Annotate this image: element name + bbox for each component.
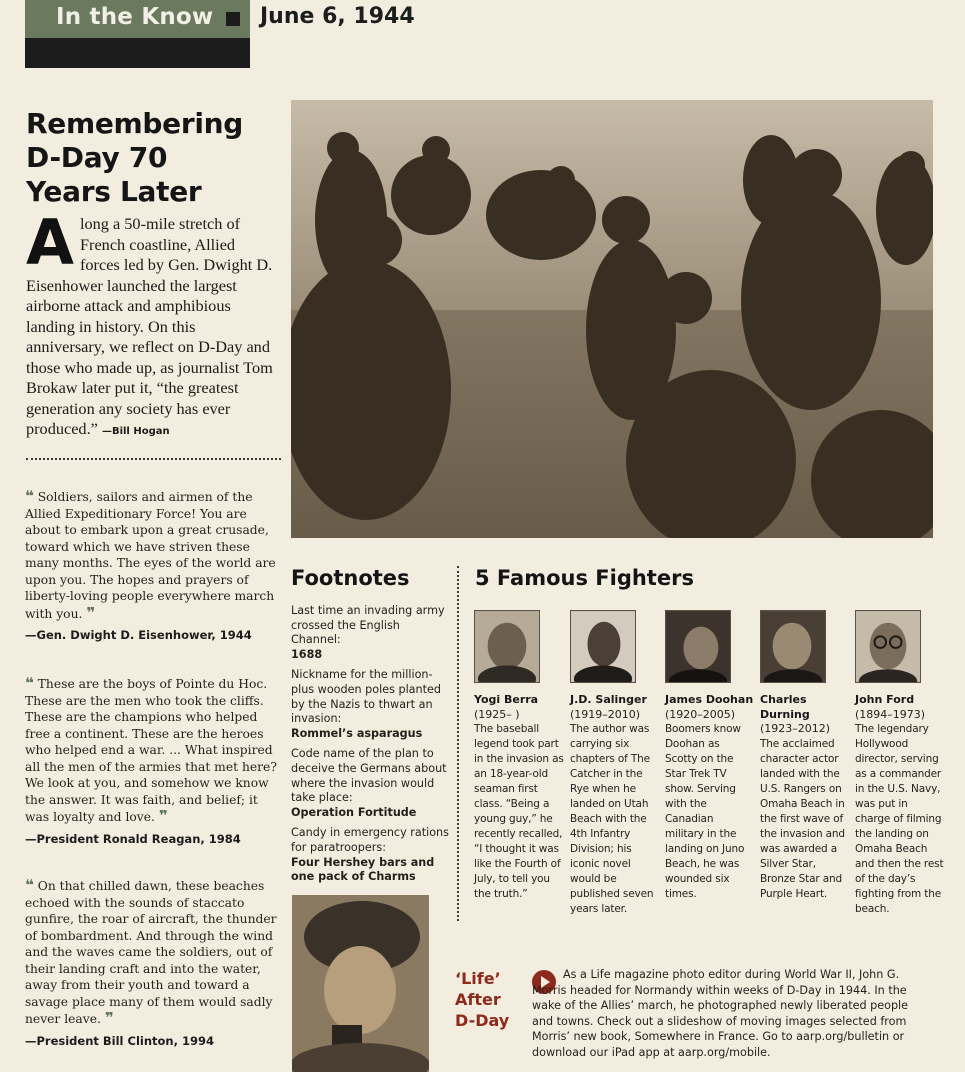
portrait-photo [665, 610, 731, 683]
fighters-grid [474, 610, 944, 930]
fighter-years: (1919–2010) [570, 707, 641, 721]
quote-text: On that chilled dawn, these beaches echoed with the sounds of staccato gunfire, the roar of aircraft, the thunder of bombardment. And through the wind and the waves came the soldiers, out of their landing craft and into the water, away from their youth and toward a savage place many of them would sadly never leave. [25, 879, 277, 1026]
byline: —Bill Hogan [101, 426, 170, 437]
section-kicker: In the Know [56, 4, 214, 30]
footnote-item [291, 747, 451, 820]
fighter-card [760, 610, 850, 902]
life-after-title [455, 968, 525, 1031]
footnote-question: Code name of the plan to deceive the Germans about where the invasion would take place: [291, 747, 447, 805]
fighter-name: Yogi Berra [474, 693, 539, 706]
open-quote-icon: ❝ [25, 487, 34, 505]
life-after-body: As a Life magazine photo editor during World War II, John G. Morris headed for Normandy within weeks of D-Day in 1944. In the wake of the Allies’ march, he photographed newly liberated people and towns. Check out a slideshow of moving images selected from Morris’ new book, Somewhere in France. Go to aarp.org/bulletin or download our iPad app at aarp.org/mobile. [532, 968, 909, 1059]
footnote-answer: Rommel’s asparagus [291, 726, 423, 740]
dday-landing-photo [291, 100, 933, 538]
soldier-portrait-photo [292, 895, 429, 1072]
fighter-years: (1925– ) [474, 707, 520, 721]
drop-cap: A [26, 206, 74, 279]
fighter-years: (1894–1973) [855, 707, 926, 721]
life-title-line: ‘Life’ [455, 969, 501, 988]
footnote-answer: Four Hershey bars and one pack of Charms [291, 855, 435, 884]
quote-attribution: —President Ronald Reagan, 1984 [25, 831, 241, 846]
portrait-photo [570, 610, 636, 683]
close-quote-icon: ❞ [158, 807, 168, 825]
quote-text: Soldiers, sailors and airmen of the Allied Expeditionary Force! You are about to embark upon a great crusade, toward which we have striven these many months. The eyes of the world are upon you. The hopes and prayers of liberty-loving people everywhere march with you. [25, 490, 276, 621]
fighter-name: J.D. Salinger [570, 693, 647, 706]
close-quote-icon: ❞ [104, 1009, 114, 1027]
open-quote-icon: ❝ [25, 674, 34, 692]
fighter-name: Charles Durning [760, 693, 810, 721]
quote-attribution: —President Bill Clinton, 1994 [25, 1033, 214, 1048]
headline-line: D-Day 70 [26, 141, 168, 174]
fighter-description: The legendary Hollywood director, serving as a commander in the U.S. Navy, was put in charge of filming the landing on Omaha Beach and then the rest of the day’s fighting from the beach. [855, 723, 944, 915]
headline-line: Remembering [26, 107, 244, 140]
dotted-divider [26, 458, 281, 460]
footnote-question: Nickname for the million-plus wooden poles planted by the Nazis to thwart an invasion: [291, 668, 442, 726]
footnote-question: Last time an invading army crossed the English Channel: [291, 604, 445, 647]
headline-line: Years Later [26, 175, 202, 208]
quote-attribution: —Gen. Dwight D. Eisenhower, 1944 [25, 628, 252, 642]
footnote-item [291, 668, 451, 741]
vertical-dotted-divider [457, 566, 459, 921]
portrait-photo [760, 610, 826, 683]
fighters-title: 5 Famous Fighters [475, 566, 694, 590]
article-headline [26, 107, 286, 209]
fighter-years: (1923–2012) [760, 722, 831, 735]
fighter-card [665, 610, 755, 902]
fighter-description: Boomers know Doohan as Scotty on the Star Trek TV show. Serving with the Canadian military in the landing on Juno Beach, he was wounded six times. [665, 723, 745, 900]
open-quote-icon: ❝ [25, 876, 34, 894]
fighter-description: The acclaimed character actor landed with the U.S. Rangers on Omaha Beach in the first wave of the invasion and was awarded a Silver Star, Bronze Star and Purple Heart. [760, 737, 845, 900]
fighter-card [474, 610, 564, 902]
fighter-card [570, 610, 660, 917]
portrait-photo [474, 610, 540, 683]
footnotes-title: Footnotes [291, 566, 410, 590]
quote-eisenhower [25, 488, 280, 644]
fighter-description: The author was carrying six chapters of The Catcher in the Rye when he landed on Utah Beach with the 4th Infantry Division; his iconic novel would be published seven years later. [570, 723, 654, 915]
footnote-item [291, 826, 451, 884]
quote-reagan [25, 675, 280, 847]
issue-date: June 6, 1944 [260, 4, 415, 29]
fighter-card [855, 610, 945, 917]
quote-text: These are the boys of Pointe du Hoc. These are the men who took the cliffs. These are the champions who helped free a continent. These are the heroes who helped end a war. ... What inspired all the men of the armies that met here? We look at you, and somehow we know the answer. It was faith, and belief; it was loyalty and love. [25, 677, 277, 824]
fighter-description: The baseball legend took part in the invasion as an 18-year-old seaman first class. “Being a young guy,” he recently recalled, “I thought it was like the Fourth of July, to tell you the truth.” [474, 723, 564, 900]
close-quote-icon: ❞ [86, 603, 96, 622]
life-title-line: After [455, 990, 501, 1009]
portrait-photo [855, 610, 921, 683]
footnote-question: Candy in emergency rations for paratroopers: [291, 826, 449, 854]
footnote-answer: Operation Fortitude [291, 805, 417, 819]
intro-text: long a 50-mile stretch of French coastline, Allied forces led by Gen. Dwight D. Eisenhower launched the largest airborne attack and amphibious landing in history. On this anniversary, we reflect on D-Day and those who made up, as journalist Tom Brokaw later put it, “the greatest generation any society has ever produced.” [26, 214, 273, 438]
article-intro [26, 206, 276, 443]
life-title-line: D-Day [455, 1011, 510, 1030]
fighter-name: John Ford [855, 693, 915, 706]
fighter-years: (1920–2005) [665, 707, 736, 721]
footnotes-list [291, 604, 451, 891]
fighter-name: James Doohan [665, 693, 754, 706]
quote-clinton [25, 877, 280, 1049]
footnote-item [291, 604, 451, 662]
footnote-answer: 1688 [291, 647, 323, 661]
kicker-square-icon [226, 12, 240, 26]
